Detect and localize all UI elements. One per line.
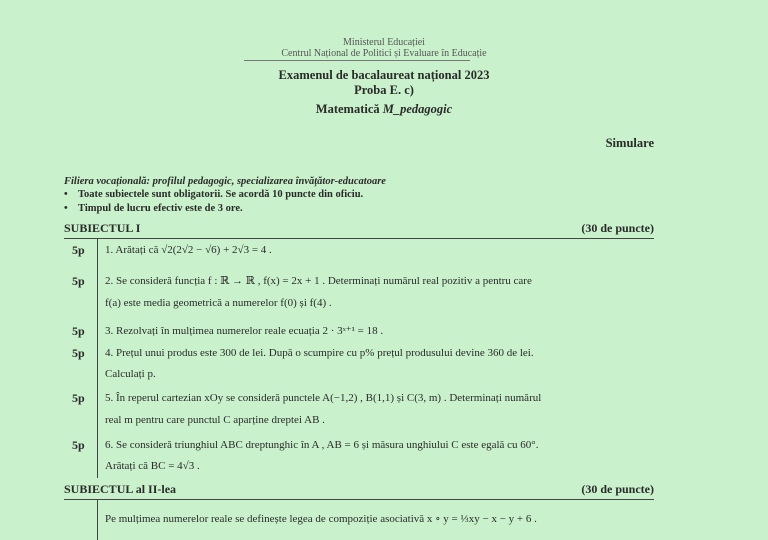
problem-points: 5p	[72, 438, 85, 452]
problem-line: 4. Prețul unui produs este 300 de lei. După o scumpire cu p% prețul produsului devine 360 de lei.	[105, 347, 534, 359]
bullet-2	[64, 203, 243, 214]
problem-text	[105, 273, 655, 316]
proba-label: Proba E. c)	[354, 83, 414, 97]
section-2-header	[64, 482, 654, 497]
subject-suffix: M_pedagogic	[382, 102, 453, 116]
table-divider-line	[97, 238, 98, 478]
subject-title	[0, 102, 768, 117]
bullet-2-text: Timpul de lucru efectiv este de 3 ore.	[78, 203, 243, 214]
bullet-dot-icon: •	[64, 189, 68, 200]
problem-line: 2. Se consideră funcția f : ℝ → ℝ , f(x) = 2x + 1 . Determinați numărul real pozitiv a pentru care	[105, 275, 532, 287]
problem-line: 5. În reperul cartezian xOy se consideră punctele A(−1,2) , B(1,1) și C(3, m) . Determinați numărul	[105, 392, 542, 404]
problem-line: f(a) este media geometrică a numerelor f(0) și f(4) .	[105, 297, 332, 309]
section-2-divider-line	[97, 499, 98, 540]
section-1-header	[64, 221, 654, 236]
problem-text: 1. Arătați că √2(2√2 − √6) + 2√3 = 4 .	[105, 244, 272, 256]
section-2-top-line	[64, 499, 654, 500]
problem-line: real m pentru care punctul C aparține dreptei AB .	[105, 414, 325, 426]
section-2-points: (30 de puncte)	[581, 482, 654, 496]
problem-text	[105, 437, 655, 478]
simulare-label: Simulare	[605, 136, 654, 150]
exam-title: Examenul de bacalaureat național 2023	[278, 68, 490, 82]
problem-text	[105, 390, 655, 433]
section-2-title: SUBIECTUL al II-lea	[64, 482, 177, 496]
subject-prefix: Matematică	[315, 102, 380, 116]
problem-line: 6. Se consideră triunghiul ABC dreptunghic în A , AB = 6 și măsura unghiului C este egală cu 60°.	[105, 439, 539, 451]
filiera-text: Filiera vocațională: profilul pedagogic, specializarea învățător-educatoare	[64, 176, 386, 187]
center-label: Centrul Național de Politici și Evaluare în Educație	[281, 48, 487, 59]
header-divider	[244, 60, 470, 61]
problem-points: 5p	[72, 391, 85, 405]
problem-points: 5p	[72, 324, 85, 338]
problem-line: Arătați că BC = 4√3 .	[105, 460, 200, 472]
problem-text	[105, 345, 655, 386]
problem-points: 5p	[72, 243, 85, 257]
bullet-1	[64, 189, 363, 200]
bullet-dot-icon: •	[64, 203, 68, 214]
problem-text: 3. Rezolvați în mulțimea numerelor reale ecuația 2 · 3ˣ⁺¹ = 18 .	[105, 325, 384, 337]
ministry-label: Ministerul Educației	[343, 37, 425, 48]
table-top-line	[64, 238, 654, 239]
problem-line: Calculați p.	[105, 368, 156, 380]
bullet-1-text: Toate subiectele sunt obligatorii. Se acordă 10 puncte din oficiu.	[78, 189, 364, 200]
section-1-title: SUBIECTUL I	[64, 221, 141, 235]
section-2-intro: Pe mulțimea numerelor reale se definește legea de compoziție asociativă x ∘ y = ⅓xy − x − y + 6 .	[105, 513, 537, 525]
problem-points: 5p	[72, 274, 85, 288]
problem-points: 5p	[72, 346, 85, 360]
section-1-points: (30 de puncte)	[581, 221, 654, 235]
